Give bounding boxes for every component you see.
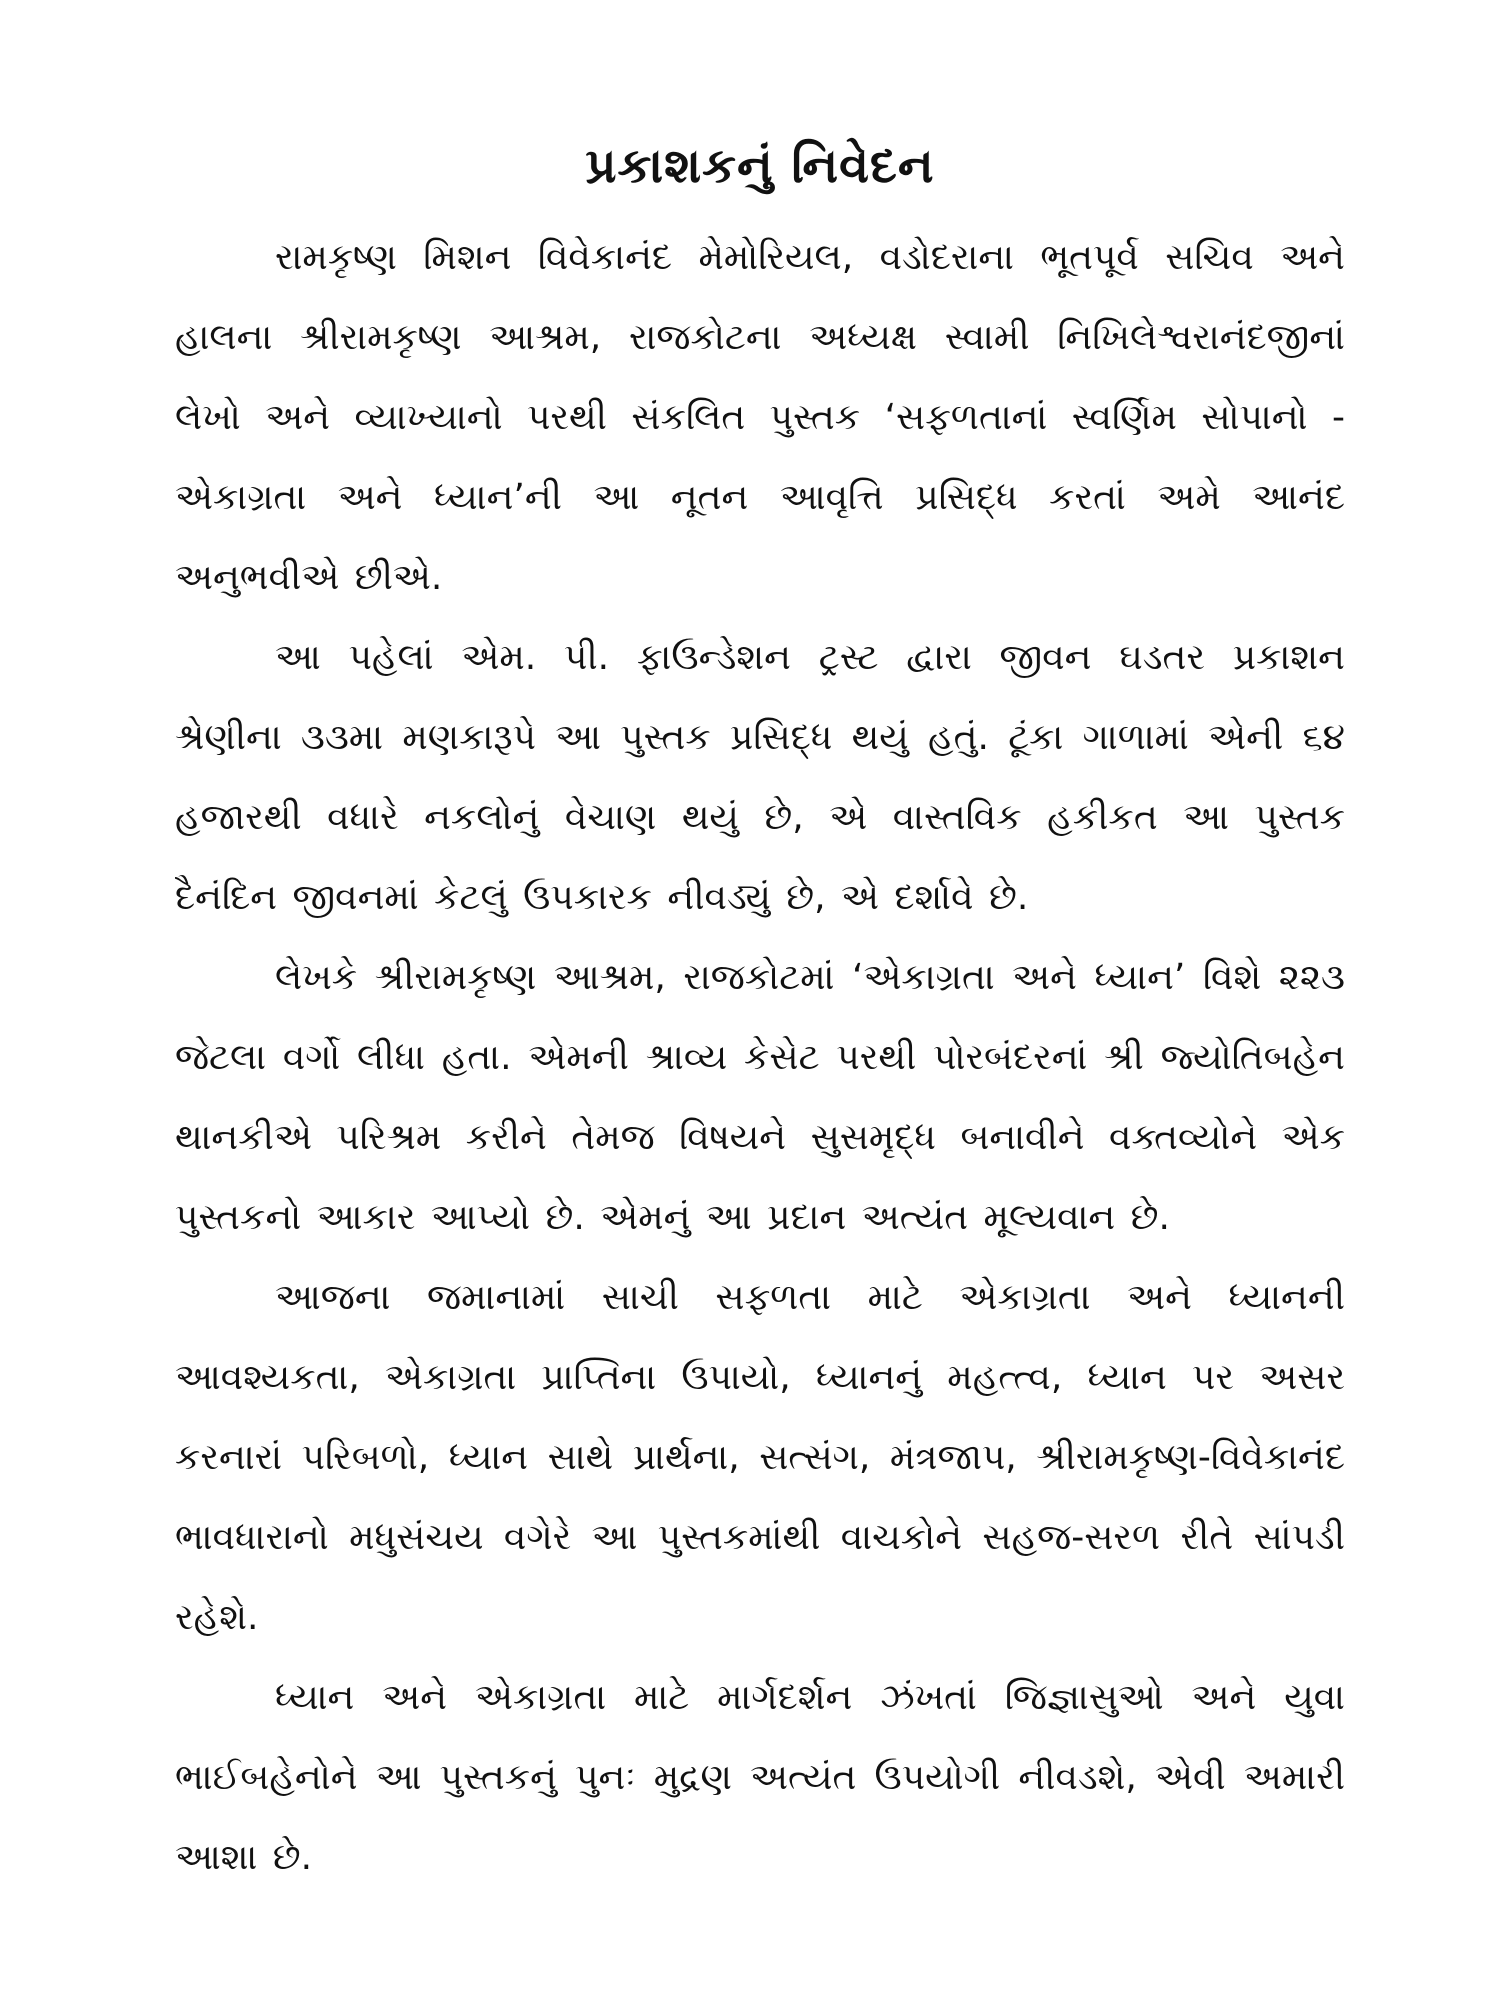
paragraph-4: આજના જમાનામાં સાચી સફળતા માટે એકાગ્રતા અને ધ્યાનની આવશ્યકતા, એકાગ્રતા પ્રાપ્તિના ઉપાયો, ધ્યાનનું મહત્ત્વ, ધ્યાન પર અસર કરનારાં પરિબળો, ધ્યાન સાથે પ્રાર્થના, સત્સંગ, મંત્રજાપ, શ્રીરામકૃષ્ણ-વિવેકાનંદ ભાવધારાનો મધુસંચય વગેરે આ પુસ્તકમાંથી વાચકોને સહજ-સરળ રીતે સાંપડી રહેશે.	[175, 1277, 1345, 1638]
paragraph-1: રામકૃષ્ણ મિશન વિવેકાનંદ મેમોરિયલ, વડોદરાના ભૂતપૂર્વ સચિવ અને હાલના શ્રીરામકૃષ્ણ આશ્રમ, રાજકોટના અધ્યક્ષ સ્વામી નિખિલેશ્વરાનંદજીનાં લેખો અને વ્યાખ્યાનો પરથી સંકલિત પુસ્તક ‘સફળતાનાં સ્વર્ણિમ સોપાનો - એકાગ્રતા અને ધ્યાન’ની આ નૂતન આવૃત્તિ પ્રસિદ્ધ કરતાં અમે આનંદ અનુભવીએ છીએ.	[175, 237, 1345, 598]
paragraph-2: આ પહેલાં એમ. પી. ફાઉન્ડેશન ટ્રસ્ટ દ્વારા જીવન ઘડતર પ્રકાશન શ્રેણીના ૩૩મા મણકારૂપે આ પુસ્તક પ્રસિદ્ધ થયું હતું. ટૂંકા ગાળામાં એની ૬૪ હજારથી વધારે નકલોનું વેચાણ થયું છે, એ વાસ્તવિક હકીકત આ પુસ્તક દૈનંદિન જીવનમાં કેટલું ઉપકારક નીવડ્યું છે, એ દર્શાવે છે.	[175, 637, 1345, 918]
paragraph-5: ધ્યાન અને એકાગ્રતા માટે માર્ગદર્શન ઝંખતાં જિજ્ઞાસુઓ અને યુવા ભાઈબહેનોને આ પુસ્તકનું પુનઃ મુદ્રણ અત્યંત ઉપયોગી નીવડશે, એવી અમારી આશા છે.	[175, 1677, 1345, 1878]
page-title: પ્રકાશકનું નિવેદન	[585, 138, 935, 194]
paragraph-3: લેખકે શ્રીરામકૃષ્ણ આશ્રમ, રાજકોટમાં ‘એકાગ્રતા અને ધ્યાન’ વિશે ૨૨૩ જેટલા વર્ગો લીધા હતા. એમની શ્રાવ્ય કેસેટ પરથી પોરબંદરનાં શ્રી જ્યોતિબહેન થાનકીએ પરિશ્રમ કરીને તેમજ વિષયને સુસમૃદ્ધ બનાવીને વક્તવ્યોને એક પુસ્તકનો આકાર આપ્યો છે. એમનું આ પ્રદાન અત્યંત મૂલ્યવાન છે.	[175, 957, 1345, 1238]
document-page	[175, 130, 1345, 1920]
